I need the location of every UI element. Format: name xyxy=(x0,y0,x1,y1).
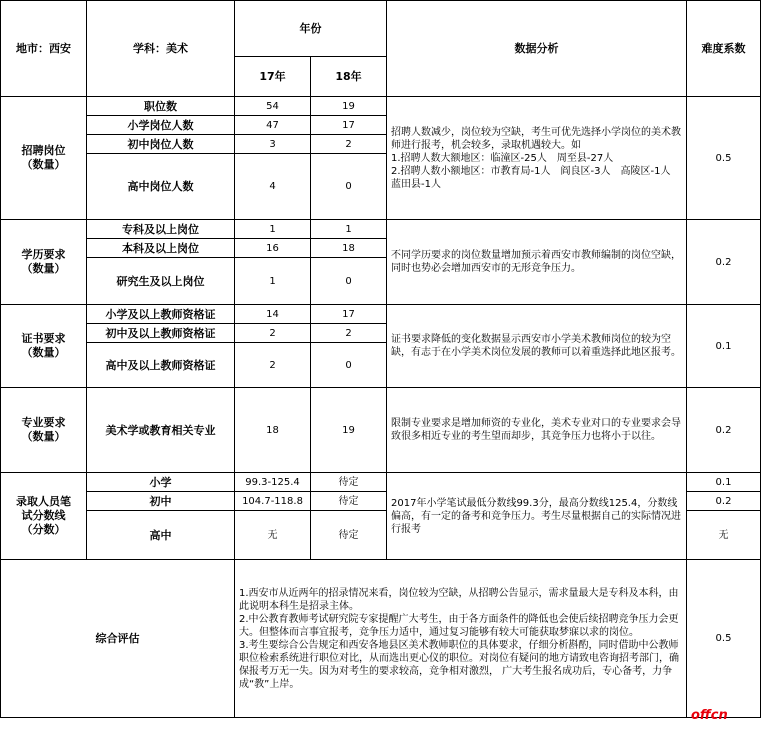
education-analysis: 不同学历要求的岗位数量增加预示着西安市教师编制的岗位空缺，同时也势必会增加西安市的无形竞争压力。 xyxy=(387,220,687,305)
education-category: 学历要求 （数量） xyxy=(1,220,87,305)
value-17: 104.7-118.8 xyxy=(235,492,311,511)
row-label: 本科及以上岗位 xyxy=(87,239,235,258)
difficulty-header: 难度系数 xyxy=(687,1,761,97)
value-18: 待定 xyxy=(311,492,387,511)
value-18: 0 xyxy=(311,258,387,305)
summary-difficulty: 0.5 xyxy=(687,560,761,718)
value-17: 4 xyxy=(235,154,311,220)
value-17: 47 xyxy=(235,116,311,135)
value-18: 2 xyxy=(311,324,387,343)
value-17: 1 xyxy=(235,220,311,239)
value-17: 2 xyxy=(235,324,311,343)
value-18: 0 xyxy=(311,154,387,220)
value-17: 54 xyxy=(235,97,311,116)
year-header: 年份 xyxy=(235,1,387,57)
value-18: 1 xyxy=(311,220,387,239)
recruit-difficulty: 0.5 xyxy=(687,97,761,220)
major-difficulty: 0.2 xyxy=(687,388,761,473)
row-label: 初中 xyxy=(87,492,235,511)
value-17: 18 xyxy=(235,388,311,473)
row-label: 高中岗位人数 xyxy=(87,154,235,220)
value-17: 16 xyxy=(235,239,311,258)
subject-header: 学科：美术 xyxy=(87,1,235,97)
score-category: 录取人员笔 试分数线 （分数） xyxy=(1,473,87,560)
row-label: 研究生及以上岗位 xyxy=(87,258,235,305)
value-17: 99.3-125.4 xyxy=(235,473,311,492)
row-label: 小学 xyxy=(87,473,235,492)
row-label: 初中及以上教师资格证 xyxy=(87,324,235,343)
value-18: 17 xyxy=(311,116,387,135)
year-17-header: 17年 xyxy=(235,57,311,97)
value-18: 18 xyxy=(311,239,387,258)
recruit-category: 招聘岗位 （数量） xyxy=(1,97,87,220)
row-label: 高中 xyxy=(87,511,235,560)
analysis-header: 数据分析 xyxy=(387,1,687,97)
row-label: 小学岗位人数 xyxy=(87,116,235,135)
offcn-watermark: offcn xyxy=(691,708,728,723)
summary-text: 1.西安市从近两年的招录情况来看，岗位较为空缺，从招聘公告显示，需求量最大是专科及本科，由此说明本科生是招录主体。 2.中公教育教师考试研究院专家提醒广大考生，由于各方面条件的降低也会使后续招聘竞争压力会更大。但整体而言事宜报考，竞争压力适中，通过复习能够有较大可能获取梦寐以求的岗位。 3.考生要综合公告规定和西安各地县区美术教师职位的具体要求，仔细分析斟酌，同时借助中公教师职位检索系统进行职位对比，从而选出更心仪的职位。对岗位有疑问的地方请致电咨询招考部门，确保报考万无一失。因为对考生的要求较高，竞争相对激烈， 广大考生报名成功后，专心备考，力争成“教”上岸。 xyxy=(235,560,687,718)
score-difficulty: 0.1 xyxy=(687,473,761,492)
row-label: 职位数 xyxy=(87,97,235,116)
year-18-header: 18年 xyxy=(311,57,387,97)
certificate-category: 证书要求 （数量） xyxy=(1,305,87,388)
value-18: 19 xyxy=(311,97,387,116)
row-label: 美术学或教育相关专业 xyxy=(87,388,235,473)
value-17: 3 xyxy=(235,135,311,154)
score-analysis: 2017年小学笔试最低分数线99.3分，最高分数线125.4，分数线偏高，有一定的备考和竞争压力。考生尽量根据自己的实际情况进行报考 xyxy=(387,473,687,560)
value-18: 待定 xyxy=(311,473,387,492)
certificate-analysis: 证书要求降低的变化数据显示西安市小学美术教师岗位的较为空缺，有志于在小学美术岗位发展的教师可以着重选择此地区报考。 xyxy=(387,305,687,388)
value-18: 0 xyxy=(311,343,387,388)
value-17: 14 xyxy=(235,305,311,324)
certificate-difficulty: 0.1 xyxy=(687,305,761,388)
row-label: 小学及以上教师资格证 xyxy=(87,305,235,324)
city-header: 地市：西安 xyxy=(1,1,87,97)
value-18: 2 xyxy=(311,135,387,154)
education-difficulty: 0.2 xyxy=(687,220,761,305)
score-difficulty: 0.2 xyxy=(687,492,761,511)
major-analysis: 限制专业要求是增加师资的专业化，美术专业对口的专业要求会导致很多相近专业的考生望而却步，其竞争压力也将小于以往。 xyxy=(387,388,687,473)
major-category: 专业要求 （数量） xyxy=(1,388,87,473)
value-18: 待定 xyxy=(311,511,387,560)
summary-category: 综合评估 xyxy=(1,560,235,718)
value-18: 19 xyxy=(311,388,387,473)
value-17: 无 xyxy=(235,511,311,560)
row-label: 初中岗位人数 xyxy=(87,135,235,154)
value-18: 17 xyxy=(311,305,387,324)
score-difficulty: 无 xyxy=(687,511,761,560)
recruit-analysis: 招聘人数减少，岗位较为空缺，考生可优先选择小学岗位的美术教师进行报考，机会较多，录取机遇较大。如 1.招聘人数大额地区：临潼区-25人 周至县-27人 2.招聘人数小额地区：市教育局-1人 阎良区-3人 高陵区-1人 蓝田县-1人 xyxy=(387,97,687,220)
value-17: 1 xyxy=(235,258,311,305)
row-label: 高中及以上教师资格证 xyxy=(87,343,235,388)
value-17: 2 xyxy=(235,343,311,388)
row-label: 专科及以上岗位 xyxy=(87,220,235,239)
